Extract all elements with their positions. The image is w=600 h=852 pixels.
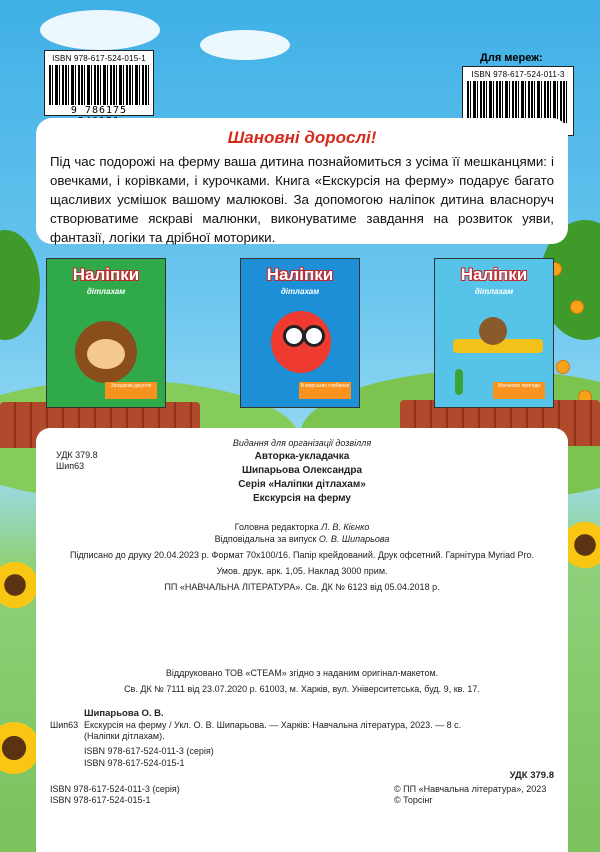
network-label: Для мереж: [480,52,543,64]
orange [570,300,584,314]
editor-name: Л. В. Кієнко [321,522,370,532]
udk-right: УДК 379.8 [509,770,554,781]
cloud [40,10,160,50]
card-isbn: ISBN 978-617-524-015-1 [84,758,185,768]
book-series-title: Наліпки [460,265,528,284]
card-isbn-series: ISBN 978-617-524-011-3 (серія) [84,746,214,756]
card-author: Шипарьова О. В. [84,708,164,719]
publisher-text: ПП «НАВЧАЛЬНА ЛІТЕРАТУРА». Св. ДК № 6123 від 05.04.2018 р. [164,582,440,592]
pilot-art [479,317,507,345]
footer-isbn: ISBN 978-617-524-015-1 [50,795,151,805]
author-role: Авторка-укладачка [254,451,350,462]
notice-title: Шановні дорослі! [227,128,377,147]
book-title: Екскурсія на ферму [253,493,351,504]
shyp-code: Шип63 [56,461,85,471]
printed-text: Віддруковано ТОВ «СТЕАМ» згідно з наданим оригінал-макетом. [165,668,439,678]
udk-code: УДК 379.8 [56,450,98,460]
sunflower [0,560,40,610]
book-series-sub: дітлахам [280,287,320,296]
octopus-eye-art [283,325,305,347]
book-series-title: Наліпки [266,265,334,284]
editor-line [36,522,568,533]
book-subtitle: Малюємо пригоди [493,382,545,399]
signed-text: Підписано до друку 20.04.2023 р. Формат 70x100/16. Папір крейдований. Друк офсетний. Гарнітура Myriad Pro. [69,550,535,560]
cloud [200,30,290,60]
barcode-left [44,50,154,116]
book-cover-sea [240,258,360,408]
barcode-left-digits: 9 786175 [70,105,128,116]
book-cover-adventure [434,258,554,408]
responsible-line [36,534,568,545]
series-name: Серія «Наліпки дітлахам» [238,479,366,490]
card-series: (Наліпки дітлахам). [84,731,165,741]
editor-label: Головна редакторка [234,522,319,532]
responsible-label: Відповідальна за випуск [214,534,317,544]
cactus-art [455,369,463,395]
orange [556,360,570,374]
sheets-text: Умов. друк. арк. 1,05. Наклад 3000 прим. [216,566,388,576]
barcode-left-isbn: ISBN 978-617-524-015-1 [52,54,146,63]
card-description: Екскурсія на ферму / Укл. О. В. Шипарьова. — Харків: Навчальна література, 2023. — 8 с. [84,720,462,730]
card-shyp: Шип63 [50,720,79,730]
imprint-panel [36,428,568,852]
octopus-eye-art [303,325,325,347]
book-subtitle: Загадкові джунглі [105,382,157,399]
permit-text: Видання для організації дозвілля [232,438,372,448]
barcode-left-bars [49,65,149,105]
copyright-publisher: © ПП «Навчальна література», 2023 [394,784,547,794]
book-series-sub: дітлахам [474,287,514,296]
tree [0,230,40,340]
author-name: Шипарьова Олександра [241,465,363,476]
copyright-torsing: © Торсінг [394,795,433,805]
responsible-name: О. В. Шипарьова [318,534,390,544]
monkey-face-art [87,339,125,369]
barcode-right-bars [467,81,569,123]
book-cover-jungle [46,258,166,408]
footer-isbn-series: ISBN 978-617-524-011-3 (серія) [50,784,180,794]
book-series-sub: дітлахам [86,287,126,296]
barcode-right-isbn: ISBN 978-617-524-011-3 [471,70,565,79]
book-subtitle: В морських глибинах [299,382,351,399]
notice-text: Під час подорожі на ферму ваша дитина познайомиться з усіма її мешканцями: і овечками, і корівками, і курочками. Книга «Екскурсія на ферму» подарує багато щасливих усмішок вашому малюкові. За допомогою наліпок дитина власноруч створюватиме яскраві малюнки, виконуватиме завдання на розвиток уяви, фантазії, логіки та дрібної моторики. [50,154,554,245]
printer-address: Св. ДК № 7111 від 23.07.2020 р. 61003, м. Харків, вул. Університетська, буд. 9, кв. 17. [124,684,480,694]
book-series-title: Наліпки [72,265,140,284]
notice-box [36,118,568,244]
